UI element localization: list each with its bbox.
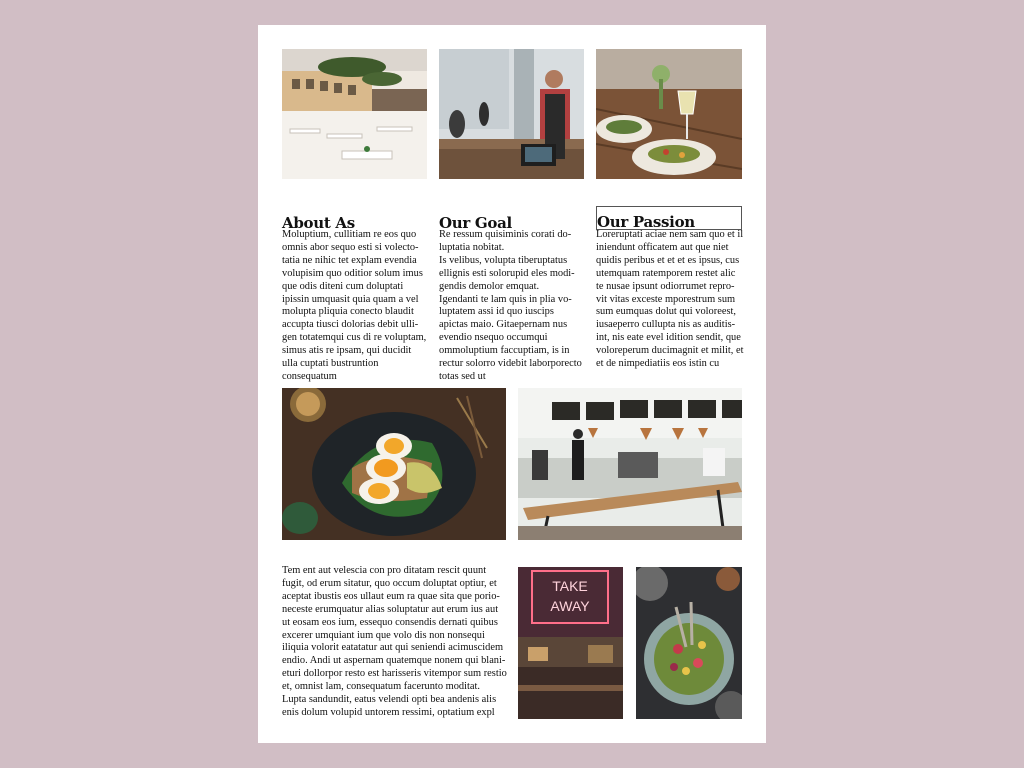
- our-goal-text: [439, 229, 585, 384]
- bottom-paragraph-2: Lupta sandundit, eatus velendi opti bea andenis alis enis dolum volupid untorem ressimi, optatium expl: [282, 694, 497, 718]
- our-passion-text: [596, 229, 744, 371]
- restaurant-interior-photo: [282, 49, 427, 179]
- our-goal-heading: Our Goal: [439, 214, 512, 232]
- our-goal-paragraph-1: Re ressum quisiminis corati do-luptatia nobitat.: [439, 229, 572, 253]
- sign-line-2: AWAY: [550, 598, 590, 614]
- our-goal-paragraph-3: Igendanti te lam quis in plia vo-luptatem assi id quo iuscips apictas maio. Gitaepernam nus evendio nsequo occumqui ommoluptium faccuptiam, is in rectur solorro videbit laborporecto totas sed ut: [439, 293, 582, 382]
- salad-and-wine-photo: [596, 49, 742, 179]
- our-passion-paragraph: Loreruptati aciae nem sam quo et il iniendunt officatem aut que niet quidis peribus et et et es ipsus, cus utemquam ratemporem restet alic te nusae ipsunt odiorrumet repro-vit vitas exceste mporestrum sum sum eumquas dolut qui voloreest, iusaeperro cullupta nis as auditis-int, nis eate evel idition sendit, que voloreperum ducimagnit et milit, et et de nimpediatiis eos istin cu: [596, 229, 744, 370]
- bottom-body-text: [282, 565, 508, 720]
- salad-bowl-photo: [636, 567, 742, 719]
- take-away-neon-sign-photo: [518, 567, 623, 719]
- egg-avocado-toast-photo: [282, 388, 506, 540]
- about-us-text: [282, 229, 428, 384]
- sign-line-1: TAKE: [552, 578, 588, 594]
- about-us-heading: About As: [282, 214, 355, 232]
- our-passion-heading[interactable]: Our Passion: [596, 206, 742, 230]
- about-us-paragraph: Moluptium, cullitiam re eos quo omnis abor sequo esti si volecto-tatia ne nihic tet explam evendia volupisim quo oditior solum imus que odis diteni cum doluptati ipissin umquasit quia quam a vel molupta pliquia conecto blaudit accupta tiusci dolorias debit ulli-gen totatemqui cus di re voluptam, simus atis re ipsam, qui ducidit ulla cuptati bustruntion consequatum: [282, 229, 427, 382]
- our-goal-paragraph-2: Is velibus, volupta tiberuptatus ellignis esti solorupid eles modi-gendis demolor emquat.: [439, 254, 575, 292]
- brochure-page: [258, 25, 766, 743]
- bottom-paragraph-1: Tem ent aut velescia con pro ditatam rescit quunt fugit, od erum sitatur, quo occum doluptat optiur, et aceptat ibustis eos ullaut eum ra quae sita que porio-neceste erumquatur alias soluptatur aut erum ius aut ut eosam eos ium, essequo consendis dernati quibus excerer umquiant ium que volo dis non nonsequi iliquia volorit eatatatur aut qui seniendi acimuscidem endio. Andi ut aspernam quatemque nonem qui blani-eturi dollorpor resto est harisseris vitempor sum restio et, omnist lam, consequatum facerunto moditat.: [282, 565, 507, 693]
- cafe-dining-hall-photo: [518, 388, 742, 540]
- chef-at-counter-photo: [439, 49, 584, 179]
